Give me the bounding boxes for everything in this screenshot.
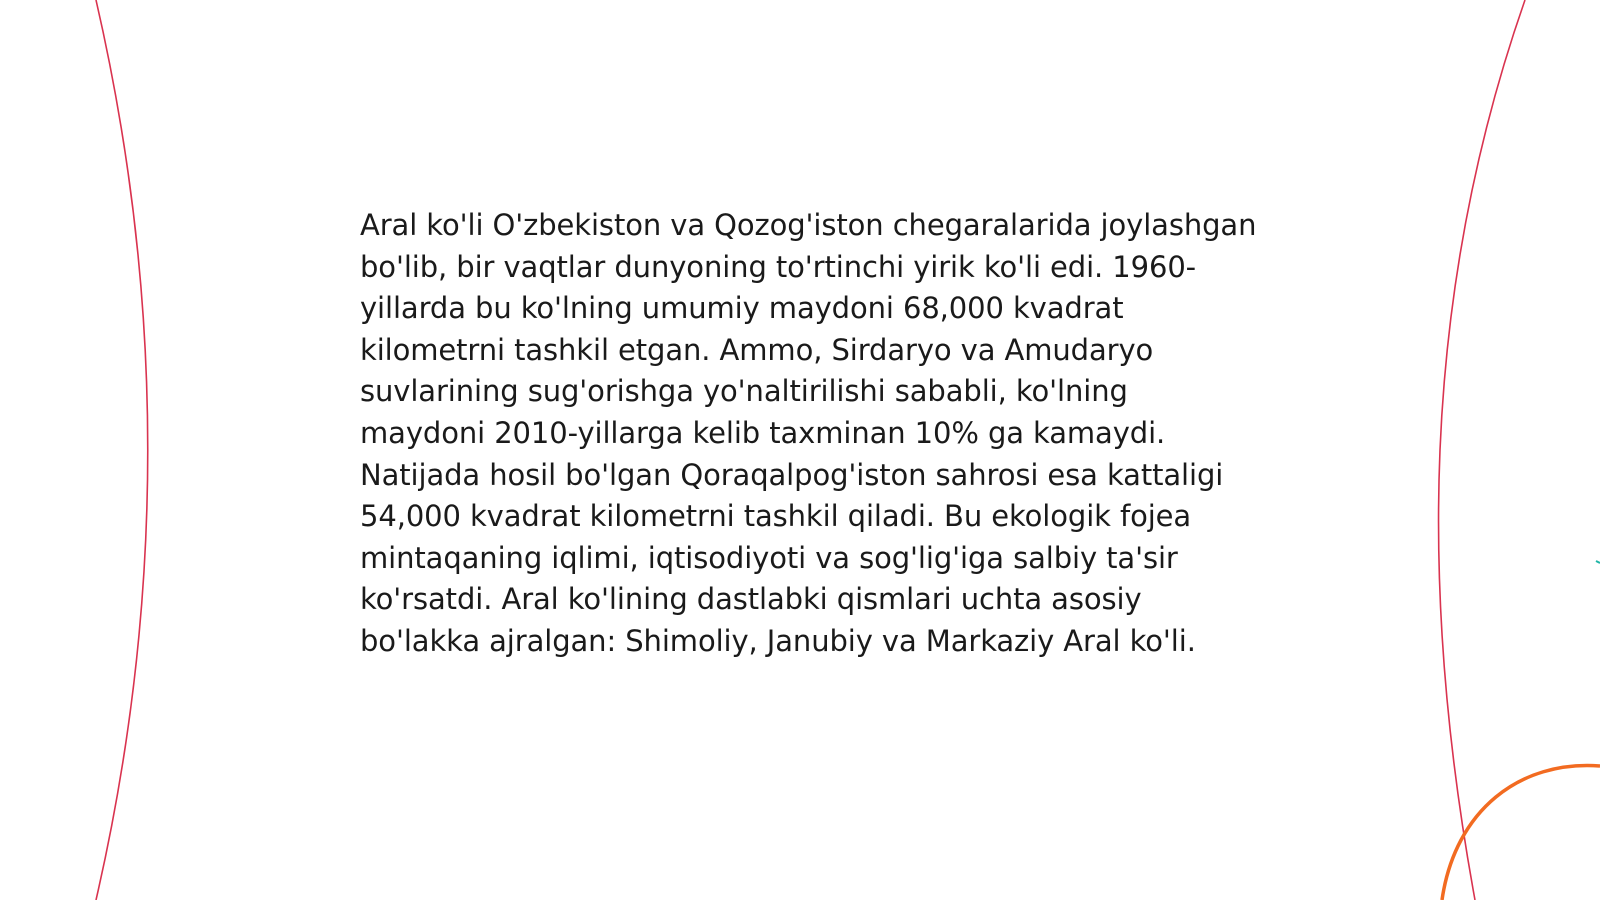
right-curve-line — [1439, 0, 1525, 900]
left-curve-line — [96, 0, 148, 900]
body-paragraph: Aral ko'li O'zbekiston va Qozog'iston chegaralarida joylashgan bo'lib, bir vaqtlar dunyoning to'rtinchi yirik ko'li edi. 1960-yillarda bu ko'lning umumiy maydoni 68,000 kvadrat kilometrni tashkil etgan. Ammo, Sirdaryo va Amudaryo suvlarining sug'orishga yo'naltirilishi sababli, ko'lning maydoni 2010-yillarga kelib taxminan 10% ga kamaydi. Natijada hosil bo'lgan Qoraqalpog'iston sahrosi esa kattaligi 54,000 kvadrat kilometrni tashkil qiladi. Bu ekologik fojea mintaqaning iqlimi, iqtisodiyoti va sog'lig'iga salbiy ta'sir ko'rsatdi. Aral ko'lining dastlabki qismlari uchta asosiy bo'lakka ajralgan: Shimoliy, Janubiy va Markaziy Aral ko'li. — [360, 208, 1257, 658]
orange-arc — [1442, 766, 1600, 900]
teal-accent-mark — [1596, 561, 1600, 563]
